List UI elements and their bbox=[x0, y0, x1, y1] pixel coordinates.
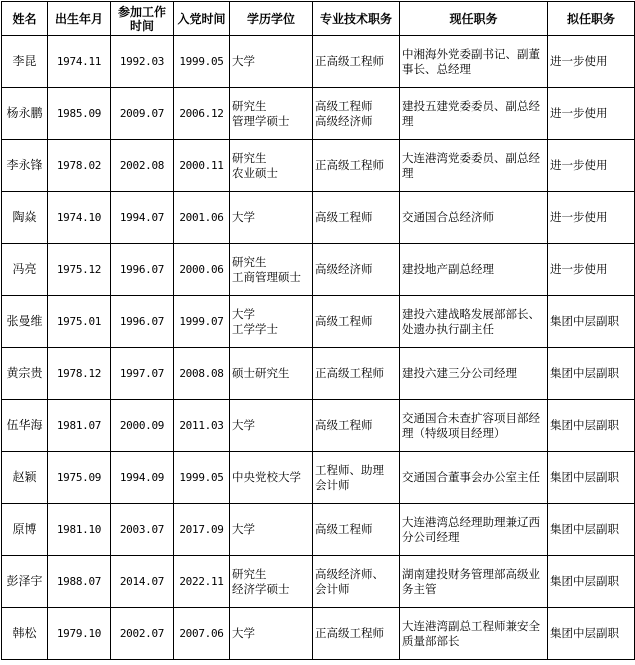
cell-education-line: 大学 bbox=[232, 418, 255, 432]
cell-name: 冯亮 bbox=[2, 244, 48, 296]
cell-education bbox=[230, 608, 313, 660]
cell-tech-title bbox=[313, 556, 400, 608]
cell-proposed-post: 集团中层副职 bbox=[548, 556, 635, 608]
cell-birth: 1988.07 bbox=[48, 556, 111, 608]
cell-name: 杨永鹏 bbox=[2, 88, 48, 140]
cell-tech-title-line: 正高级工程师 bbox=[315, 54, 384, 68]
header-row bbox=[2, 2, 635, 36]
cell-work-start: 1994.09 bbox=[111, 452, 174, 504]
cell-education-line: 农业硕士 bbox=[232, 165, 278, 180]
table-row bbox=[2, 452, 635, 504]
cell-party-join: 2008.08 bbox=[174, 348, 230, 400]
cell-name: 黄宗贵 bbox=[2, 348, 48, 400]
table-row bbox=[2, 88, 635, 140]
cell-party-join: 2017.09 bbox=[174, 504, 230, 556]
cell-education-line: 大学 bbox=[232, 626, 255, 640]
cell-tech-title-line: 高级工程师 bbox=[315, 314, 373, 328]
cell-education bbox=[230, 400, 313, 452]
header-education: 学历学位 bbox=[230, 2, 313, 36]
cell-education bbox=[230, 88, 313, 140]
cell-proposed-post: 进一步使用 bbox=[548, 36, 635, 88]
cell-work-start: 1996.07 bbox=[111, 244, 174, 296]
header-proposed-post: 拟任职务 bbox=[548, 2, 635, 36]
cell-current-post: 大连港湾副总工程师兼安全质量部部长 bbox=[400, 608, 548, 660]
cell-education bbox=[230, 452, 313, 504]
header-work-start: 参加工作时间 bbox=[111, 2, 174, 36]
cell-education bbox=[230, 36, 313, 88]
cell-proposed-post: 集团中层副职 bbox=[548, 348, 635, 400]
cell-current-post: 中湘海外党委副书记、副董事长、总经理 bbox=[400, 36, 548, 88]
cell-work-start: 1996.07 bbox=[111, 296, 174, 348]
cell-proposed-post: 集团中层副职 bbox=[548, 296, 635, 348]
cell-current-post: 交通国合董事会办公室主任 bbox=[400, 452, 548, 504]
cell-party-join: 2011.03 bbox=[174, 400, 230, 452]
cell-tech-title-line: 正高级工程师 bbox=[315, 366, 384, 380]
cell-party-join: 1999.07 bbox=[174, 296, 230, 348]
cell-work-start: 2014.07 bbox=[111, 556, 174, 608]
cell-name: 李永锋 bbox=[2, 140, 48, 192]
cell-birth: 1981.07 bbox=[48, 400, 111, 452]
cell-education-line: 经济学硕士 bbox=[232, 581, 290, 596]
cell-education bbox=[230, 296, 313, 348]
cell-tech-title-line: 工程师、助理 bbox=[315, 462, 384, 477]
cell-education-line: 硕士研究生 bbox=[232, 366, 290, 380]
cell-name: 陶焱 bbox=[2, 192, 48, 244]
cell-name: 伍华海 bbox=[2, 400, 48, 452]
cell-tech-title-line: 会计师 bbox=[315, 477, 350, 492]
cell-tech-title-line: 高级经济师 bbox=[315, 262, 373, 276]
cell-party-join: 1999.05 bbox=[174, 36, 230, 88]
table-row bbox=[2, 36, 635, 88]
cell-current-post: 建投地产副总经理 bbox=[400, 244, 548, 296]
header-current-post: 现任职务 bbox=[400, 2, 548, 36]
cell-education bbox=[230, 556, 313, 608]
cell-education-line: 大学 bbox=[232, 522, 255, 536]
cell-proposed-post: 进一步使用 bbox=[548, 192, 635, 244]
cell-birth: 1975.12 bbox=[48, 244, 111, 296]
cell-party-join: 2007.06 bbox=[174, 608, 230, 660]
cadre-roster-table bbox=[1, 1, 635, 660]
cell-party-join: 1999.05 bbox=[174, 452, 230, 504]
cell-birth: 1975.09 bbox=[48, 452, 111, 504]
cell-current-post: 交通国合总经济师 bbox=[400, 192, 548, 244]
cell-work-start: 2000.09 bbox=[111, 400, 174, 452]
cell-education bbox=[230, 348, 313, 400]
cell-tech-title bbox=[313, 400, 400, 452]
cell-proposed-post: 进一步使用 bbox=[548, 244, 635, 296]
cell-education-line: 大学 bbox=[232, 210, 255, 224]
cell-education bbox=[230, 140, 313, 192]
roster-body bbox=[2, 36, 635, 660]
cell-work-start: 2002.07 bbox=[111, 608, 174, 660]
cell-education-line: 大学 bbox=[232, 54, 255, 68]
cell-party-join: 2001.06 bbox=[174, 192, 230, 244]
table-row bbox=[2, 296, 635, 348]
cell-education-line: 研究生 bbox=[232, 150, 267, 165]
cell-tech-title bbox=[313, 608, 400, 660]
cell-proposed-post: 集团中层副职 bbox=[548, 400, 635, 452]
cell-tech-title-line: 正高级工程师 bbox=[315, 626, 384, 640]
table-row bbox=[2, 140, 635, 192]
cell-education bbox=[230, 504, 313, 556]
header-party-join: 入党时间 bbox=[174, 2, 230, 36]
cell-tech-title bbox=[313, 504, 400, 556]
cell-current-post: 湖南建投财务管理部高级业务主管 bbox=[400, 556, 548, 608]
cell-education-line: 研究生 bbox=[232, 566, 267, 581]
cell-tech-title bbox=[313, 452, 400, 504]
header-tech-title: 专业技术职务 bbox=[313, 2, 400, 36]
cell-birth: 1985.09 bbox=[48, 88, 111, 140]
table-row bbox=[2, 400, 635, 452]
cell-current-post: 大连港湾总经理助理兼辽西分公司经理 bbox=[400, 504, 548, 556]
table-row bbox=[2, 504, 635, 556]
cell-birth: 1975.01 bbox=[48, 296, 111, 348]
cell-name: 原博 bbox=[2, 504, 48, 556]
cell-tech-title bbox=[313, 140, 400, 192]
cell-birth: 1978.12 bbox=[48, 348, 111, 400]
cell-current-post: 建投六建战略发展部部长、处遗办执行副主任 bbox=[400, 296, 548, 348]
cell-education-line: 研究生 bbox=[232, 254, 267, 269]
cell-education-line: 工商管理硕士 bbox=[232, 269, 301, 284]
cell-work-start: 1992.03 bbox=[111, 36, 174, 88]
cell-birth: 1974.11 bbox=[48, 36, 111, 88]
cell-work-start: 2009.07 bbox=[111, 88, 174, 140]
cell-education-line: 工学学士 bbox=[232, 321, 278, 336]
cell-current-post: 建投五建党委委员、副总经理 bbox=[400, 88, 548, 140]
cell-proposed-post: 进一步使用 bbox=[548, 140, 635, 192]
cell-work-start: 2003.07 bbox=[111, 504, 174, 556]
cell-tech-title-line: 高级经济师 bbox=[315, 113, 373, 128]
cell-name: 韩松 bbox=[2, 608, 48, 660]
table-row bbox=[2, 244, 635, 296]
cell-party-join: 2006.12 bbox=[174, 88, 230, 140]
cell-current-post: 建投六建三分公司经理 bbox=[400, 348, 548, 400]
header-name: 姓名 bbox=[2, 2, 48, 36]
cell-party-join: 2000.06 bbox=[174, 244, 230, 296]
cell-tech-title bbox=[313, 36, 400, 88]
cell-tech-title bbox=[313, 348, 400, 400]
cell-name: 李昆 bbox=[2, 36, 48, 88]
cell-work-start: 1994.07 bbox=[111, 192, 174, 244]
cell-tech-title-line: 正高级工程师 bbox=[315, 158, 384, 172]
header-birth: 出生年月 bbox=[48, 2, 111, 36]
cell-birth: 1978.02 bbox=[48, 140, 111, 192]
cell-proposed-post: 集团中层副职 bbox=[548, 504, 635, 556]
table-row bbox=[2, 192, 635, 244]
cell-birth: 1981.10 bbox=[48, 504, 111, 556]
cell-tech-title-line: 高级工程师 bbox=[315, 522, 373, 536]
cell-name: 赵颖 bbox=[2, 452, 48, 504]
cell-party-join: 2022.11 bbox=[174, 556, 230, 608]
cell-current-post: 交通国合未查扩容项目部经理（特级项目经理） bbox=[400, 400, 548, 452]
cell-tech-title bbox=[313, 296, 400, 348]
cell-tech-title-line: 高级工程师 bbox=[315, 210, 373, 224]
cell-party-join: 2000.11 bbox=[174, 140, 230, 192]
cell-proposed-post: 进一步使用 bbox=[548, 88, 635, 140]
cell-name: 彭泽宇 bbox=[2, 556, 48, 608]
table-row bbox=[2, 556, 635, 608]
cell-tech-title-line: 高级工程师 bbox=[315, 98, 373, 113]
cell-education bbox=[230, 244, 313, 296]
cell-work-start: 2002.08 bbox=[111, 140, 174, 192]
cell-birth: 1974.10 bbox=[48, 192, 111, 244]
cell-tech-title-line: 高级工程师 bbox=[315, 418, 373, 432]
cell-education-line: 管理学硕士 bbox=[232, 113, 290, 128]
cell-education-line: 大学 bbox=[232, 306, 255, 321]
cell-current-post: 大连港湾党委委员、副总经理 bbox=[400, 140, 548, 192]
cell-proposed-post: 集团中层副职 bbox=[548, 452, 635, 504]
cell-tech-title-line: 高级经济师、 bbox=[315, 566, 384, 581]
cell-education-line: 研究生 bbox=[232, 98, 267, 113]
table-row bbox=[2, 608, 635, 660]
cell-education bbox=[230, 192, 313, 244]
cell-education-line: 中央党校大学 bbox=[232, 470, 301, 484]
cell-work-start: 1997.07 bbox=[111, 348, 174, 400]
table-row bbox=[2, 348, 635, 400]
cell-tech-title bbox=[313, 244, 400, 296]
cell-tech-title bbox=[313, 192, 400, 244]
cell-name: 张曼维 bbox=[2, 296, 48, 348]
cell-birth: 1979.10 bbox=[48, 608, 111, 660]
cell-tech-title-line: 会计师 bbox=[315, 581, 350, 596]
cell-proposed-post: 集团中层副职 bbox=[548, 608, 635, 660]
cell-tech-title bbox=[313, 88, 400, 140]
